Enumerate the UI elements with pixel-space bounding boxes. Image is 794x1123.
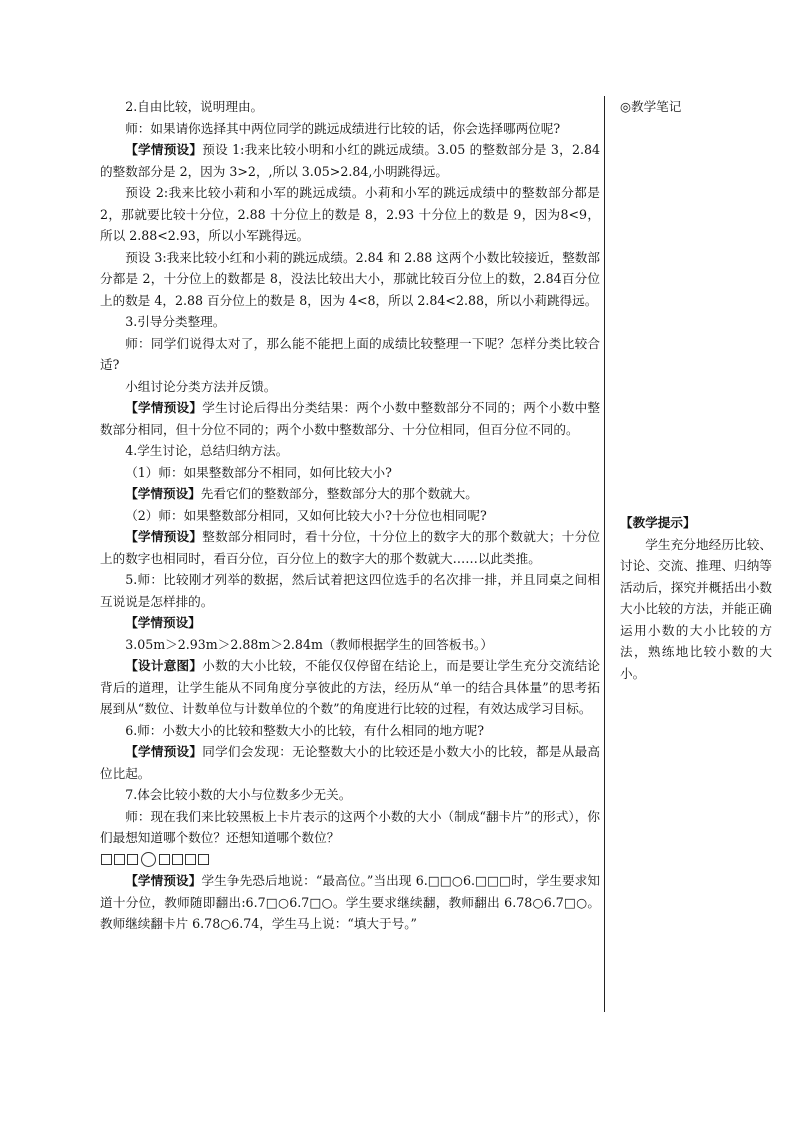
group-discussion: 小组讨论分类方法并反馈。 bbox=[125, 378, 277, 394]
step-7-heading: 7.体会比较小数的大小与位数多少无关。 bbox=[125, 787, 352, 802]
teacher-question-1: （1）师：如果整数部分不相同，如何比较大小? bbox=[125, 464, 392, 480]
preset-tag: 【学情预设】 bbox=[125, 142, 203, 157]
preset-tag: 【学情预设】 bbox=[125, 529, 203, 544]
intent-tag: 【设计意图】 bbox=[125, 658, 203, 673]
preset-text: 学生争先恐后地说：“最高位。”当出现 6.□□○6.□□□时，学生要求知道十分位，教师随即翻出:6.7□○6.7□○。学生要求继续翻，教师翻出 6.78○6.7□○。教师继续翻卡片 6.78○6.74，学生马上说：“填大于号。” bbox=[100, 873, 600, 931]
ranking-result: 3.05m＞2.93m＞2.88m＞2.84m（教师根据学生的回答板书。） bbox=[125, 636, 493, 652]
card-box-icon bbox=[101, 854, 112, 865]
preset-3: 预设 3:我来比较小红和小莉的跳远成绩。2.84 和 2.88 这两个小数比较接近，整数部分都是 2，十分位上的数都是 8，没法比较出大小，那就比较百分位上的数，2.84百分位上的数是 4，2.88 百分位上的数是 8，因为 4<8，所以 2.84<2.88，所以小莉跳得远。 bbox=[100, 249, 600, 308]
preset-tag: 【学情预设】 bbox=[125, 615, 201, 630]
preset-text: 整数部分相同时，看十分位，十分位上的数字大的那个数就大；十分位上的数字也相同时，看百分位，百分位上的数字大的那个数就大……以此类推。 bbox=[100, 529, 601, 566]
teacher-flip-cards: 师：现在我们来比较黑板上卡片表示的这两个小数的大小（制成“翻卡片”的形式），你们最想知道哪个数位？还想知道哪个数位？ bbox=[100, 808, 600, 845]
teaching-tip bbox=[620, 512, 772, 684]
card-box-icon bbox=[185, 854, 196, 865]
card-box-icon bbox=[159, 854, 170, 865]
preset-text: 同学们会发现：无论整数大小的比较还是小数大小的比较，都是从最高位比起。 bbox=[100, 744, 601, 781]
preset-tag: 【学情预设】 bbox=[125, 486, 201, 501]
teaching-notes-label: ◎教学笔记 bbox=[620, 99, 682, 114]
preset-answer-1 bbox=[100, 483, 600, 505]
card-box-icon bbox=[127, 854, 138, 865]
design-intent bbox=[100, 655, 600, 720]
step-6-heading: 6.师：小数大小的比较和整数大小的比较，有什么相同的地方呢? bbox=[125, 722, 484, 738]
step-2-heading: 2.自由比较，说明理由。 bbox=[125, 99, 264, 114]
card-box-icon bbox=[114, 854, 125, 865]
card-box-icon bbox=[198, 854, 209, 865]
preset-1 bbox=[100, 139, 600, 182]
tip-body: 学生充分地经历比较、讨论、交流、推理、归纳等活动后，探究并概括出小数大小比较的方法，并能正确运用小数的大小比较的方法，熟练地比较小数的大小。 bbox=[620, 536, 772, 681]
intent-text: 小数的大小比较，不能仅仅停留在结论上，而是要让学生充分交流结论背后的道理，让学生能从不同角度分享彼此的方法，经历从“单一的结合具体量”的思考拓展到从“数位、计数单位与计数单位的个数”的角度进行比较的过程，有效达成学习目标。 bbox=[100, 658, 601, 716]
teacher-question-2: （2）师：如果整数部分相同，又如何比较大小?十分位也相同呢? bbox=[125, 507, 487, 523]
teacher-question: 师：同学们说得太对了，那么能不能把上面的成绩比较整理一下呢？怎样分类比较合适? bbox=[100, 335, 600, 372]
preset-compare bbox=[100, 741, 600, 784]
lesson-body bbox=[100, 96, 600, 935]
preset-text: 预设 1:我来比较小明和小红的跳远成绩。3.05 的整数部分是 3，2.84 的整数部分是 2，因为 3>2，,所以 3.05>2.84,小明跳得远。 bbox=[100, 142, 601, 179]
preset-text: 学生讨论后得出分类结果：两个小数中整数部分不同的；两个小数中整数部分相同，但十分位不同的；两个小数中整数部分、十分位相同，但百分位不同的。 bbox=[100, 400, 601, 437]
preset-2: 预设 2:我来比较小莉和小军的跳远成绩。小莉和小军的跳远成绩中的整数部分都是 2，那就要比较十分位，2.88 十分位上的数是 8，2.93 十分位上的数是 9，因为8<9，所以 2.88<2.93，所以小军跳得远。 bbox=[100, 185, 600, 243]
step-5-heading: 5.师：比较刚才列举的数据，然后试着把这四位选手的名次排一排，并且同桌之间相互说说是怎样排的。 bbox=[100, 572, 600, 609]
preset-answer-2 bbox=[100, 526, 600, 569]
preset-tag: 【学情预设】 bbox=[125, 873, 202, 888]
preset-text: 先看它们的整数部分，整数部分大的那个数就大。 bbox=[200, 486, 478, 501]
step-4-heading: 4.学生讨论，总结归纳方法。 bbox=[125, 443, 289, 458]
step-3-heading: 3.引导分类整理。 bbox=[125, 314, 226, 329]
card-box-icon bbox=[172, 854, 183, 865]
flip-card-illustration bbox=[100, 849, 600, 871]
preset-tag: 【学情预设】 bbox=[125, 744, 203, 759]
teacher-question: 师：如果请你选择其中两位同学的跳远成绩进行比较的话，你会选择哪两位呢? bbox=[125, 120, 561, 136]
preset-classification bbox=[100, 397, 600, 440]
preset-tag: 【学情预设】 bbox=[125, 400, 203, 415]
compare-circle-icon bbox=[141, 852, 156, 867]
preset-ranking bbox=[100, 612, 600, 634]
preset-flip bbox=[100, 870, 600, 935]
tip-heading: 【教学提示】 bbox=[620, 515, 696, 530]
column-divider bbox=[604, 96, 605, 1012]
